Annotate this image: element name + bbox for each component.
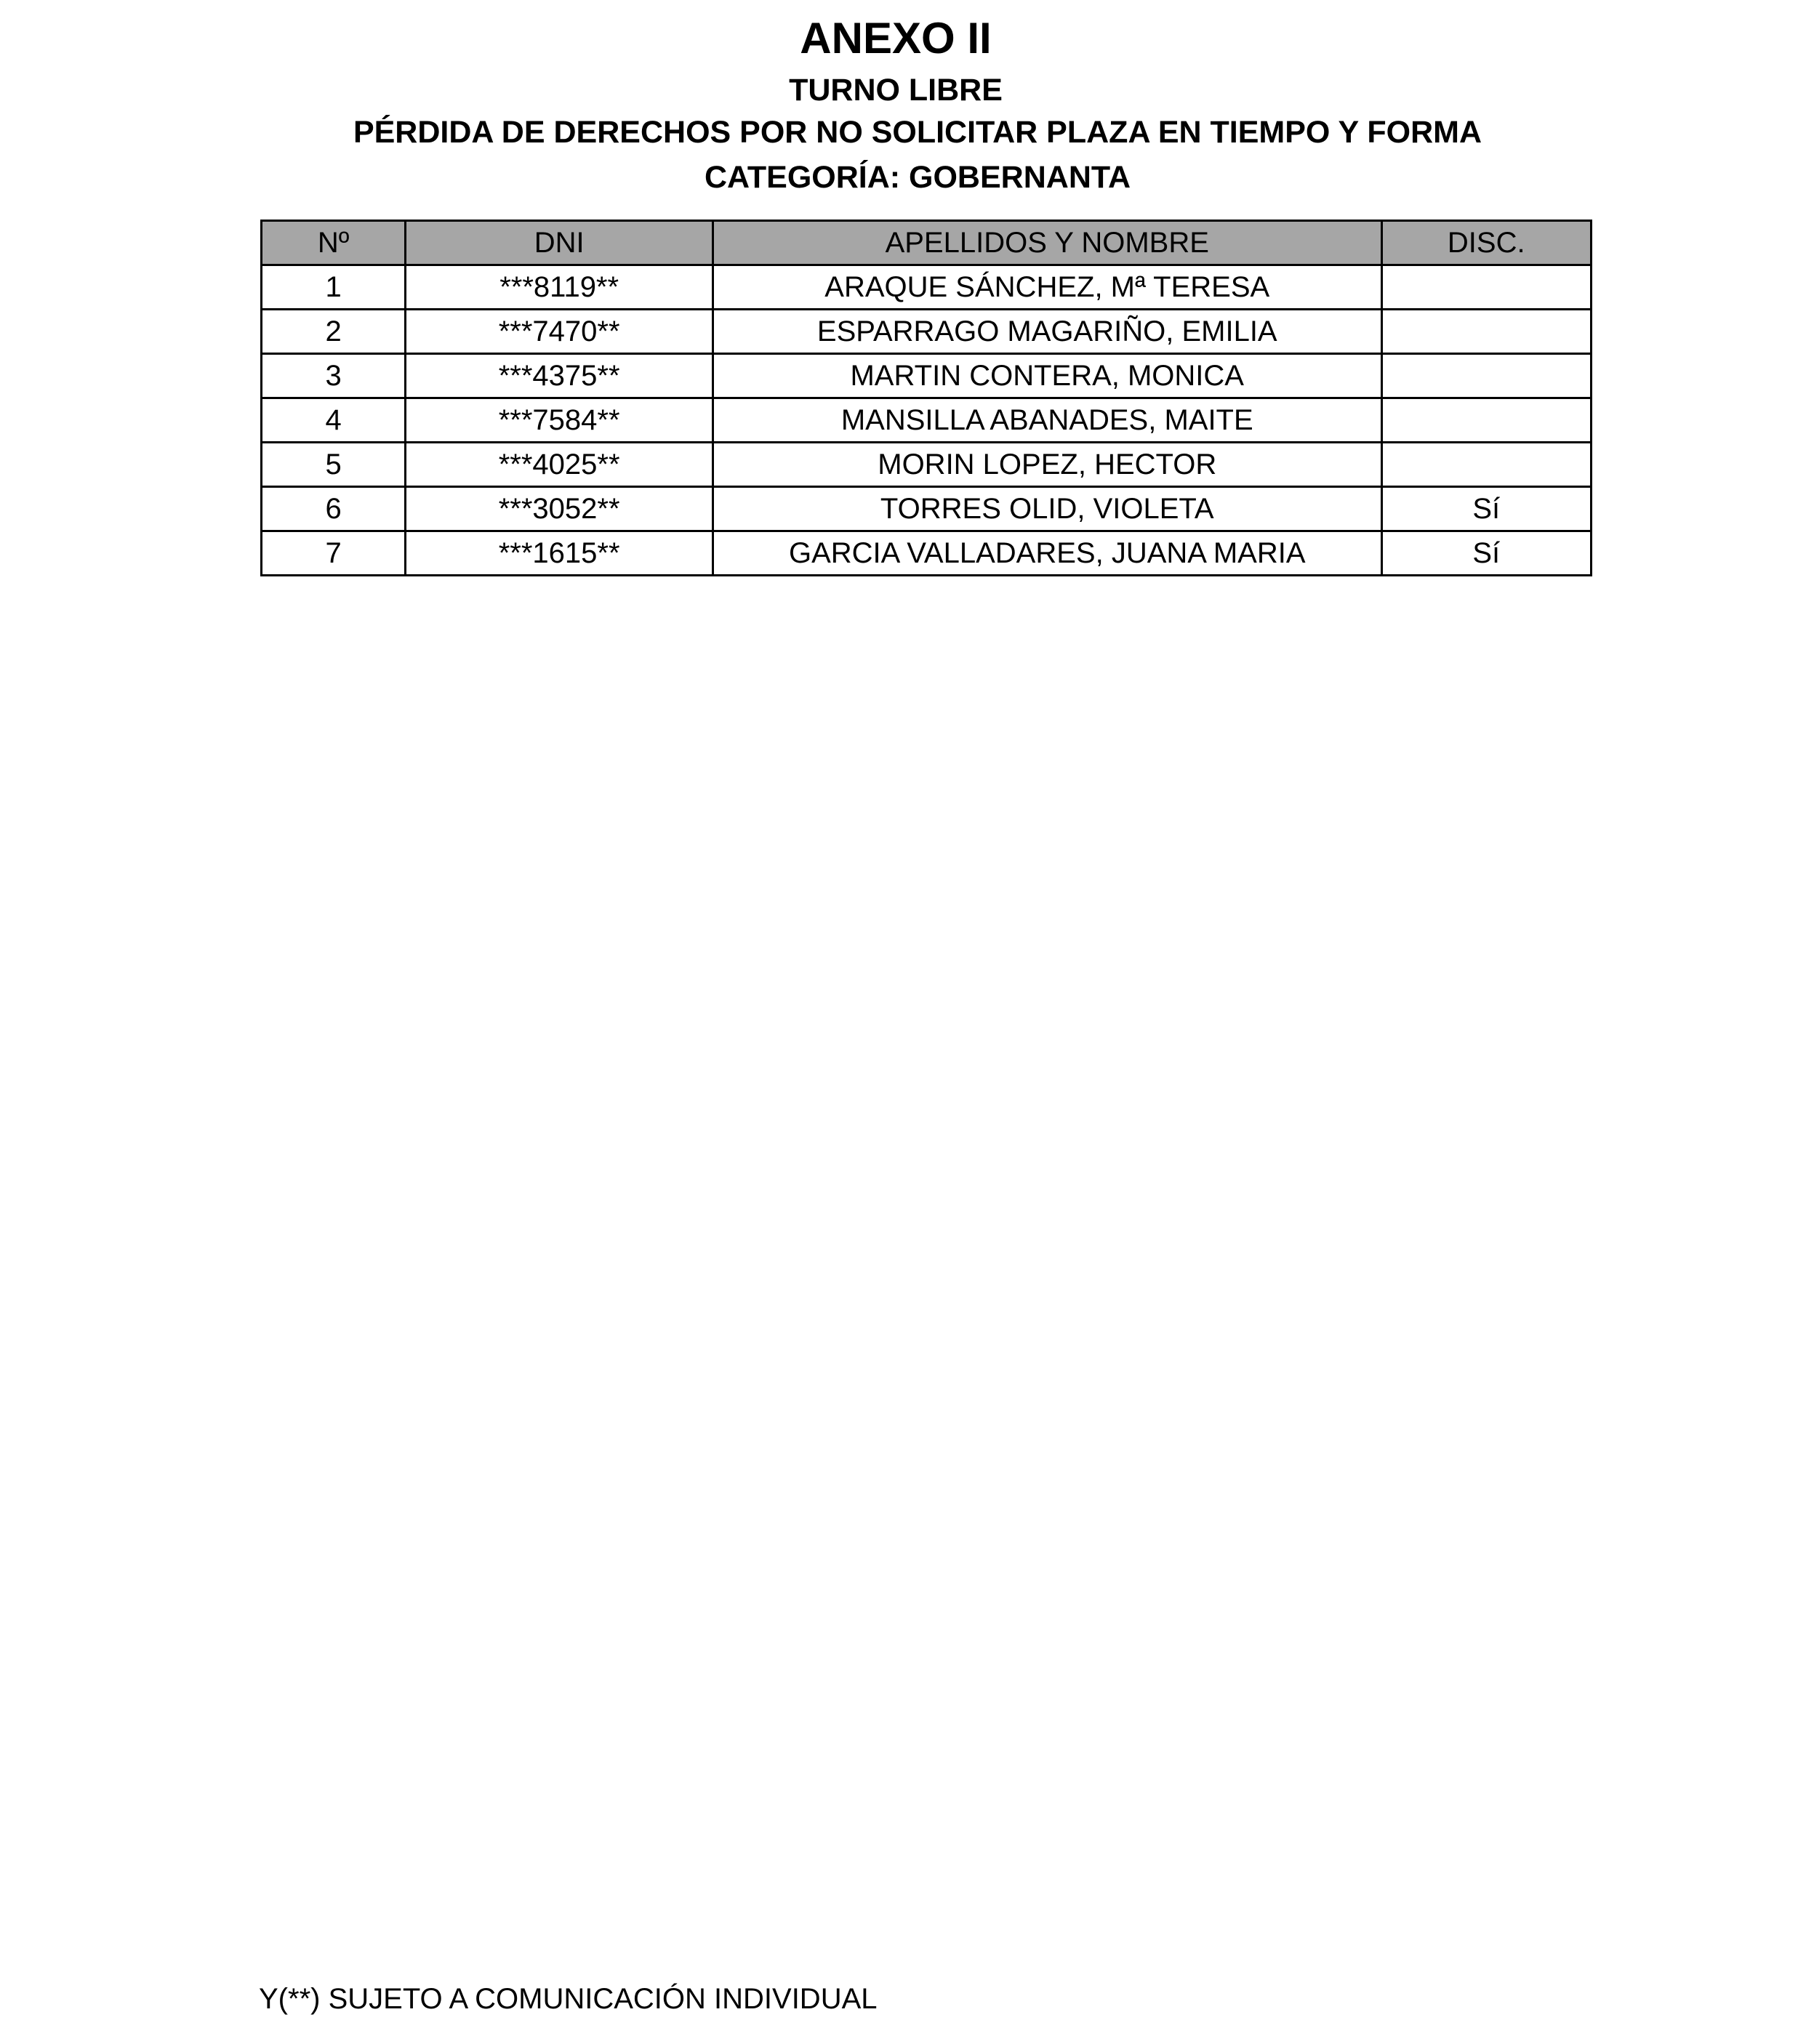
column-header-disc: DISC. xyxy=(1381,221,1592,265)
cell-disc xyxy=(1381,398,1592,443)
cell-name: MORIN LOPEZ, HECTOR xyxy=(713,443,1382,487)
cell-disc xyxy=(1381,354,1592,398)
cell-name: ARAQUE SÁNCHEZ, Mª TERESA xyxy=(713,265,1382,310)
cell-number: 3 xyxy=(262,354,406,398)
cell-number: 5 xyxy=(262,443,406,487)
cell-number: 1 xyxy=(262,265,406,310)
column-header-dni: DNI xyxy=(406,221,713,265)
table-row xyxy=(262,310,1592,354)
cell-number: 7 xyxy=(262,531,406,576)
table-header-row xyxy=(262,221,1592,265)
cell-dni: ***7584** xyxy=(406,398,713,443)
cell-name: TORRES OLID, VIOLETA xyxy=(713,487,1382,531)
turn-subtitle: TURNO LIBRE xyxy=(789,73,1003,108)
table-row xyxy=(262,265,1592,310)
cell-number: 4 xyxy=(262,398,406,443)
cell-name: MARTIN CONTERA, MONICA xyxy=(713,354,1382,398)
cell-dni: ***4025** xyxy=(406,443,713,487)
cell-dni: ***4375** xyxy=(406,354,713,398)
cell-disc xyxy=(1381,443,1592,487)
cell-disc xyxy=(1381,310,1592,354)
cell-dni: ***3052** xyxy=(406,487,713,531)
cell-name: MANSILLA ABANADES, MAITE xyxy=(713,398,1382,443)
cell-dni: ***7470** xyxy=(406,310,713,354)
table-row xyxy=(262,487,1592,531)
document-title: ANEXO II xyxy=(800,14,992,63)
cell-name: GARCIA VALLADARES, JUANA MARIA xyxy=(713,531,1382,576)
table-row xyxy=(262,354,1592,398)
table-row xyxy=(262,398,1592,443)
table-row xyxy=(262,443,1592,487)
cell-dni: ***8119** xyxy=(406,265,713,310)
column-header-name: APELLIDOS Y NOMBRE xyxy=(713,221,1382,265)
column-header-number: Nº xyxy=(262,221,406,265)
cell-number: 6 xyxy=(262,487,406,531)
candidates-table xyxy=(260,220,1592,576)
cell-disc: Sí xyxy=(1381,487,1592,531)
table-row xyxy=(262,531,1592,576)
cell-dni: ***1615** xyxy=(406,531,713,576)
section-subtitle: PÉRDIDA DE DERECHOS POR NO SOLICITAR PLAZA EN TIEMPO Y FORMA xyxy=(353,115,1482,150)
cell-disc: Sí xyxy=(1381,531,1592,576)
footnote: Y(**) SUJETO A COMUNICACIÓN INDIVIDUAL xyxy=(259,1983,878,2015)
cell-number: 2 xyxy=(262,310,406,354)
cell-disc xyxy=(1381,265,1592,310)
cell-name: ESPARRAGO MAGARIÑO, EMILIA xyxy=(713,310,1382,354)
category-subtitle: CATEGORÍA: GOBERNANTA xyxy=(704,160,1131,195)
